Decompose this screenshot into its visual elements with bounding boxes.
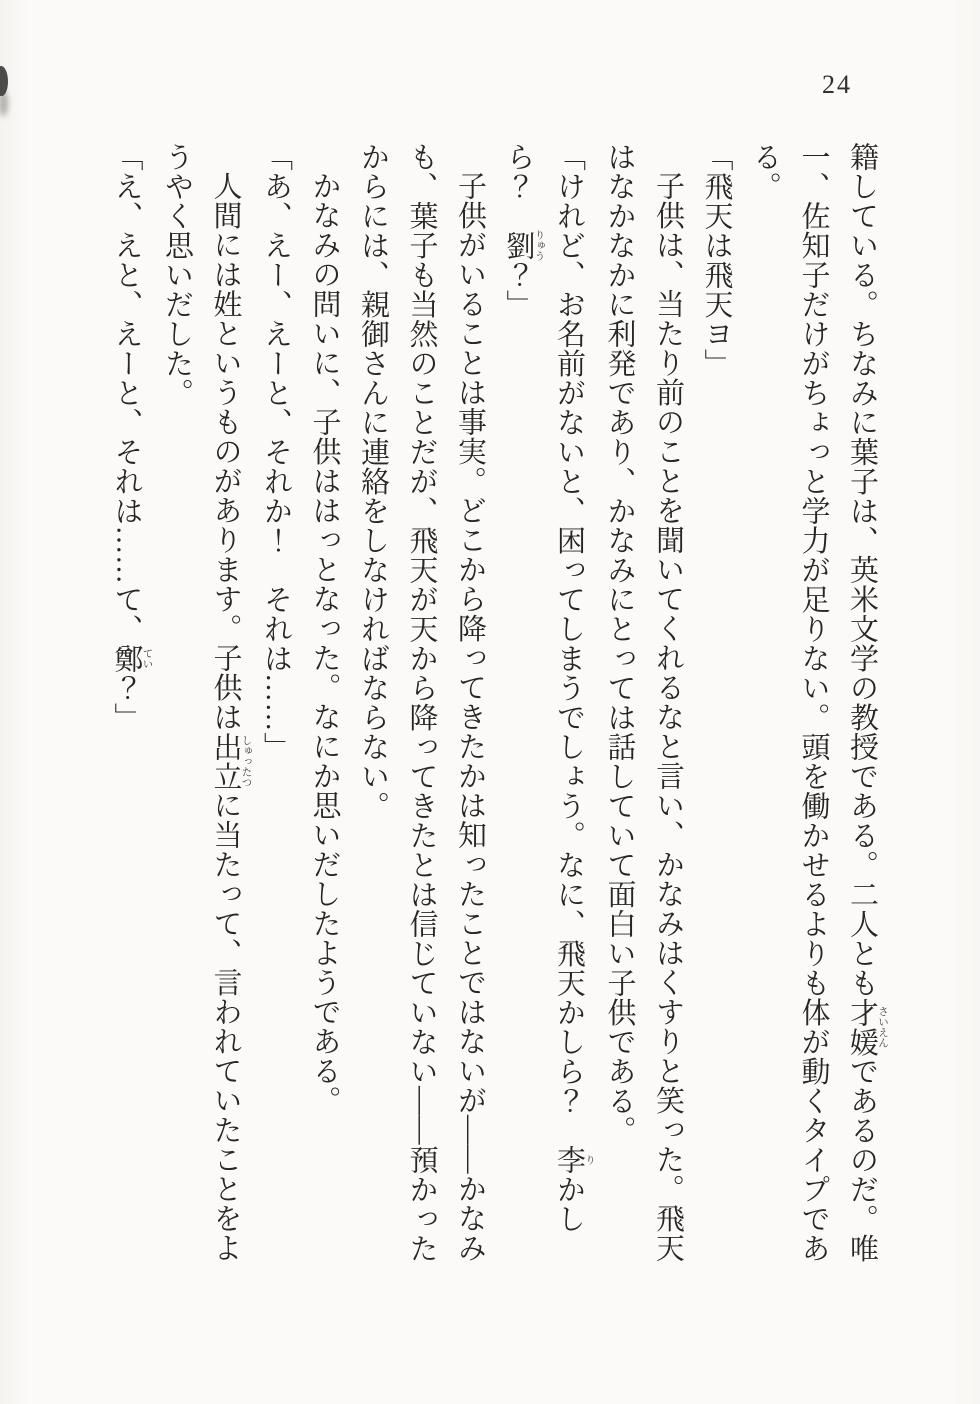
text-column: 子供は、当たり前のことを聞いてくれるなと言い、かなみはくすりと笑った。飛天 xyxy=(652,171,684,1263)
ruby-annotated-word: 才媛 さいえん xyxy=(846,997,888,1057)
text-column: かなみの問いに、子供ははっとなった。なにか思いだしたようである。 xyxy=(308,171,341,1115)
page-number: 24 xyxy=(822,70,852,99)
text-column: 「飛天は飛天ヨ」 xyxy=(700,142,733,378)
text-column: 「けれど、お名前がないと、困ってしまうでしょう。なに、飛天かしら？ 李 りかし xyxy=(553,142,595,1234)
scan-artifact xyxy=(0,66,8,96)
text-column: からには、親御さんに連絡をしなければならない。 xyxy=(357,142,389,821)
text-column: も、葉子も当然のことだが、飛天が天から降ってきたとは信じていない――預かった xyxy=(405,142,438,1263)
ruby-annotated-word: 劉 りゅう xyxy=(502,229,545,261)
text-column: 一、佐知子だけがちょっと学力が足りない。頭を働かせるよりも体が動くタイプであ xyxy=(797,142,830,1263)
text-column: 人間には姓というものがあります。子供は出立 しゅったつに当たって、言われていたことをよ xyxy=(209,171,252,1263)
text-column: うやく思いだした。 xyxy=(161,142,193,408)
text-column: 「え、えと、えーと、それは……て、鄭 てい？」 xyxy=(110,142,153,732)
ruby-annotated-word: 出立 しゅったつ xyxy=(209,731,252,791)
text-column: 子供がいることは事実。どこから降ってきたかは知ったことではないが――かなみ xyxy=(454,171,486,1263)
text-column: 籍している。ちなみに葉子は、英米文学の教授である。二人とも才媛 さいえんであるのだ。唯 xyxy=(846,142,888,1263)
ruby-annotated-word: 李 り xyxy=(553,1145,595,1175)
text-column: ら？ 劉 りゅう？」 xyxy=(502,142,545,319)
ruby-annotated-word: 鄭 てい xyxy=(110,643,153,673)
text-block xyxy=(102,142,888,1322)
text-column: る。 xyxy=(749,142,781,201)
text-column: 「あ、えー、えーと、それか！ それは……」 xyxy=(260,142,292,762)
text-column: はなかなかに利発であり、かなみにとっては話していて面白い子供である。 xyxy=(603,142,636,1145)
